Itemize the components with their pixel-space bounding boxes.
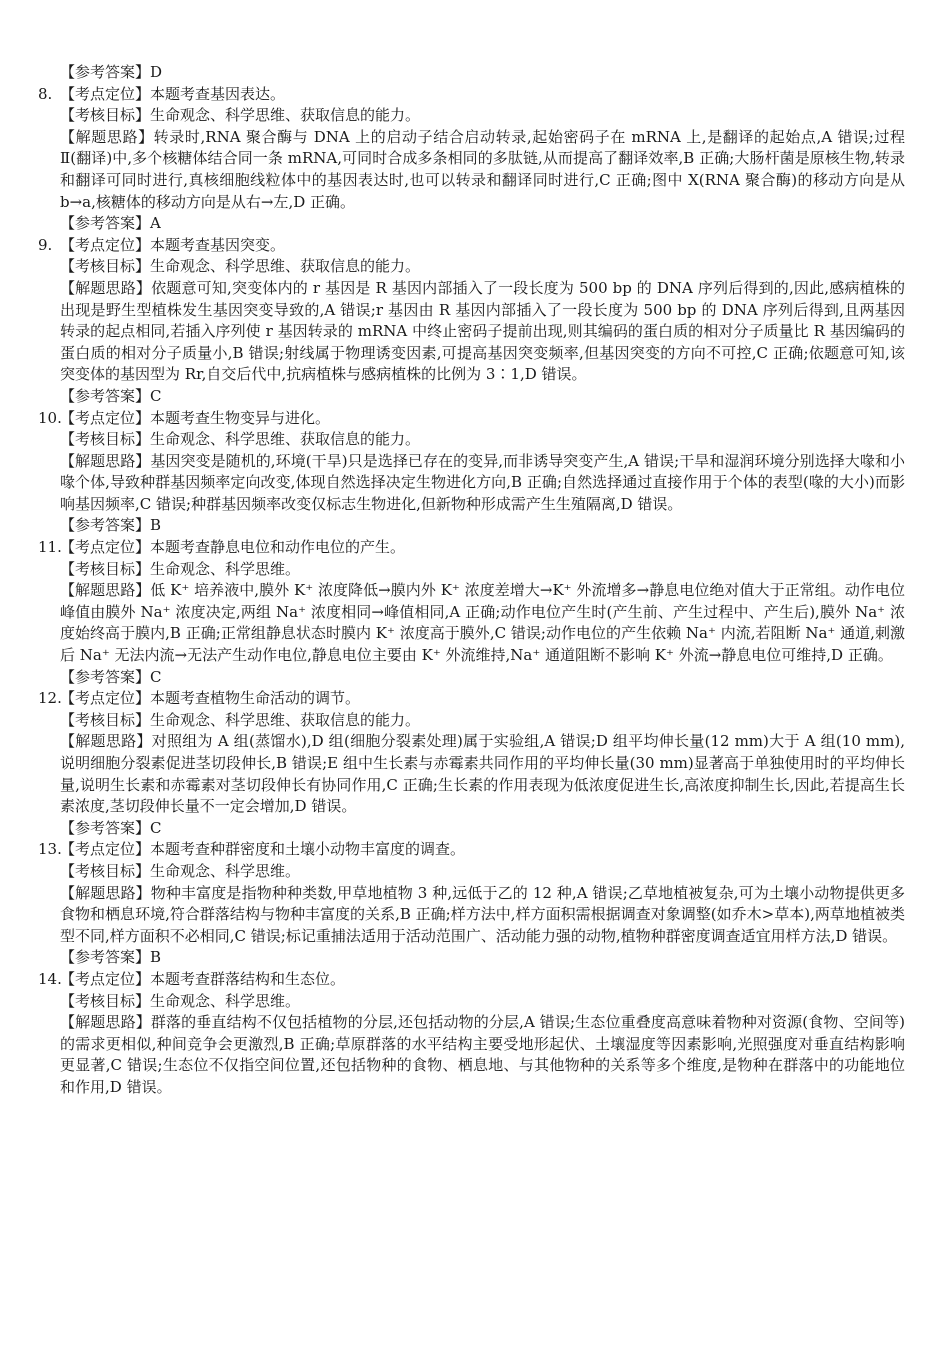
answer-7: 【参考答案】D — [60, 63, 163, 81]
question-number: 9. — [38, 235, 53, 254]
exam-point: 【考点定位】本题考查静息电位和动作电位的产生。 — [60, 538, 406, 557]
question-10 — [38, 408, 905, 538]
question-11 — [38, 537, 905, 688]
reference-answer: 【参考答案】B — [60, 516, 162, 535]
solution-idea: 【解题思路】依题意可知,突变体内的 r 基因是 R 基因内部插入了一段长度为 500 bp 的 DNA 序列后得到的,因此,感病植株的出现是野生型植株发生基因突变导致的,A 错误;r 基因由 R 基因内部插入了一段长度为 500 bp 的 DNA 序列后得到,且两基因转录的起点相同,若插入序列使 r 基因转录的 mRNA 中终止密码子提前出现,则其编码的蛋白质的相对分子质量比 R 基因编码的蛋白质的相对分子质量小,B 错误;射线属于物理诱变因素,可提高基因突变频率,但基因突变的方向不可控,C 正确;依题意可知,该突变体的基因型为 Rr,自交后代中,抗病植株与感病植株的比例为 3∶1,D 错误。 — [60, 278, 905, 384]
exam-point: 【考点定位】本题考查生物变异与进化。 — [60, 408, 331, 427]
solution-idea: 【解题思路】物种丰富度是指物种种类数,甲草地植物 3 种,远低于乙的 12 种,A 错误;乙草地植被复杂,可为土壤小动物提供更多食物和栖息环境,符合群落结构与物种丰富度的关系,B 正确;样方法中,样方面积需根据调查对象调整(如乔木>草本),两草地植被类型不同,样方面积不必相同,C 错误;标记重捕法适用于活动范围广、活动能力强的动物,植物种群密度调查适宜用样方法,D 错误。 — [60, 883, 905, 945]
reference-answer: 【参考答案】A — [60, 214, 161, 233]
assessment-goal: 【考核目标】生命观念、科学思维、获取信息的能力。 — [60, 430, 421, 449]
question-number: 14. — [38, 969, 62, 988]
exam-point: 【考点定位】本题考查群落结构和生态位。 — [60, 969, 346, 988]
question-14 — [38, 969, 905, 1099]
assessment-goal: 【考核目标】生命观念、科学思维、获取信息的能力。 — [60, 257, 421, 276]
solution-idea: 【解题思路】群落的垂直结构不仅包括植物的分层,还包括动物的分层,A 错误;生态位重叠度高意味着物种对资源(食物、空间等)的需求更相似,种间竞争会更激烈,B 正确;草原群落的水平结构主要受地形起伏、土壤湿度等因素影响,光照强度对垂直结构影响更显著,C 错误;生态位不仅指空间位置,还包括物种的食物、栖息地、与其他物种的关系等多个维度,是物种在群落中的功能地位和作用,D 错误。 — [60, 1013, 905, 1096]
question-8 — [38, 84, 905, 235]
assessment-goal: 【考核目标】生命观念、科学思维、获取信息的能力。 — [60, 106, 421, 125]
assessment-goal: 【考核目标】生命观念、科学思维。 — [60, 861, 301, 880]
question-number: 10. — [38, 408, 62, 427]
assessment-goal: 【考核目标】生命观念、科学思维、获取信息的能力。 — [60, 710, 421, 729]
reference-answer: 【参考答案】C — [60, 818, 162, 837]
question-number: 12. — [38, 689, 62, 708]
question-number: 11. — [38, 538, 62, 557]
exam-point: 【考点定位】本题考查植物生命活动的调节。 — [60, 689, 361, 708]
solution-idea: 【解题思路】转录时,RNA 聚合酶与 DNA 上的启动子结合启动转录,起始密码子在 mRNA 上,是翻译的起始点,A 错误;过程Ⅱ(翻译)中,多个核糖体结合同一条 mRNA,可同时合成多条相同的多肽链,从而提高了翻译效率,B 正确;大肠杆菌是原核生物,转录和翻译可同时进行,真核细胞线粒体中的基因表达时,也可以转录和翻译同时进行,C 正确;图中 X(RNA 聚合酶)的移动方向是从 b→a,核糖体的移动方向是从右→左,D 正确。 — [60, 127, 905, 211]
exam-point: 【考点定位】本题考查种群密度和土壤小动物丰富度的调查。 — [60, 840, 466, 859]
assessment-goal: 【考核目标】生命观念、科学思维。 — [60, 559, 301, 578]
reference-answer: 【参考答案】C — [60, 386, 162, 405]
question-12 — [38, 688, 905, 839]
assessment-goal: 【考核目标】生命观念、科学思维。 — [60, 991, 301, 1010]
solution-idea: 【解题思路】基因突变是随机的,环境(干旱)只是选择已存在的变异,而非诱导突变产生,A 错误;干旱和湿润环境分别选择大喙和小喙个体,导致种群基因频率定向改变,体现自然选择决定生物进化方向,B 正确;自然选择通过直接作用于个体的表型(喙的大小)而影响基因频率,C 错误;种群基因频率改变仅标志生物进化,但新物种形成需产生生殖隔离,D 错误。 — [60, 451, 905, 513]
reference-answer: 【参考答案】C — [60, 667, 162, 686]
question-13 — [38, 839, 905, 969]
question-number: 13. — [38, 840, 62, 859]
question-number: 8. — [38, 84, 53, 103]
reference-answer: 【参考答案】B — [60, 948, 162, 967]
solution-idea: 【解题思路】对照组为 A 组(蒸馏水),D 组(细胞分裂素处理)属于实验组,A 错误;D 组平均伸长量(12 mm)大于 A 组(10 mm),说明细胞分裂素促进茎切段伸长,B 错误;E 组中生长素与赤霉素共同作用的平均伸长量(30 mm)显著高于单独使用时的平均伸长量,说明生长素和赤霉素对茎切段伸长有协同作用,C 正确;生长素的作用表现为低浓度促进生长,高浓度抑制生长,因此,若提高生长素浓度,茎切段伸长量不一定会增加,D 错误。 — [60, 732, 905, 816]
exam-point: 【考点定位】本题考查基因表达。 — [60, 84, 286, 103]
exam-point: 【考点定位】本题考查基因突变。 — [60, 235, 286, 254]
question-9 — [38, 235, 905, 408]
solution-idea: 【解题思路】低 K⁺ 培养液中,膜外 K⁺ 浓度降低→膜内外 K⁺ 浓度差增大→K⁺ 外流增多→静息电位绝对值大于正常组。动作电位峰值由膜外 Na⁺ 浓度决定,两组 Na⁺ 浓度相同→峰值相同,A 正确;动作电位产生时(产生前、产生过程中、产生后),膜外 Na⁺ 浓度始终高于膜内,B 正确;正常组静息状态时膜内 K⁺ 浓度高于膜外,C 错误;动作电位的产生依赖 Na⁺ 内流,若阻断 Na⁺ 通道,刺激后 Na⁺ 无法内流→无法产生动作电位,静息电位主要由 K⁺ 外流维持,Na⁺ 通道阻断不影响 K⁺ 外流→静息电位可维持,D 正确。 — [60, 581, 905, 665]
